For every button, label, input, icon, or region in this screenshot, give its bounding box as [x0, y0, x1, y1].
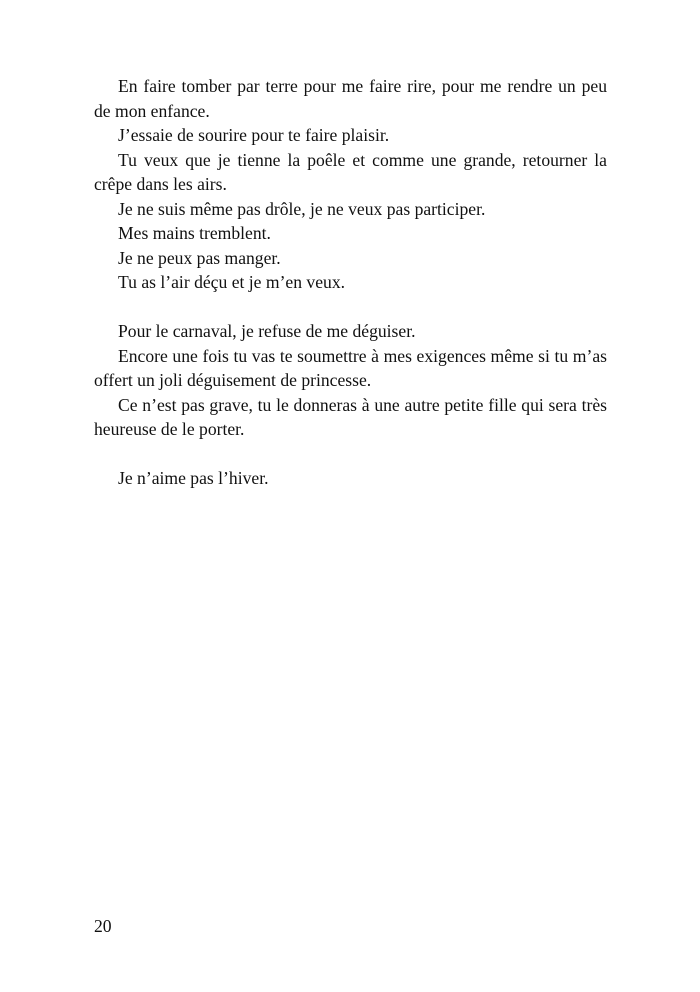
paragraph: Encore une fois tu vas te soumettre à mes exigences même si tu m’as offert un joli déguisement de princesse.	[94, 345, 607, 390]
section-gap	[94, 442, 607, 467]
body-text	[94, 74, 607, 491]
paragraph: J’essaie de sourire pour te faire plaisir.	[118, 125, 390, 145]
paragraph: En faire tomber par terre pour me faire rire, pour me rendre un peu de mon enfance.	[94, 76, 607, 121]
page-number: 20	[94, 916, 112, 936]
paragraph: Ce n’est pas grave, tu le donneras à une autre petite fille qui sera très heureuse de le porter.	[94, 394, 607, 439]
paragraph: Tu as l’air déçu et je m’en veux.	[118, 272, 346, 292]
paragraph: Mes mains tremblent.	[118, 223, 271, 243]
paragraph: Je n’aime pas l’hiver.	[118, 468, 269, 488]
paragraph: Je ne suis même pas drôle, je ne veux pas participer.	[118, 198, 486, 219]
paragraph: Je ne peux pas manger.	[118, 247, 281, 268]
paragraph: Tu veux que je tienne la poêle et comme une grande, retourner la crêpe dans les airs.	[94, 149, 607, 194]
section-gap	[94, 295, 607, 320]
paragraph: Pour le carnaval, je refuse de me déguiser.	[118, 321, 416, 341]
